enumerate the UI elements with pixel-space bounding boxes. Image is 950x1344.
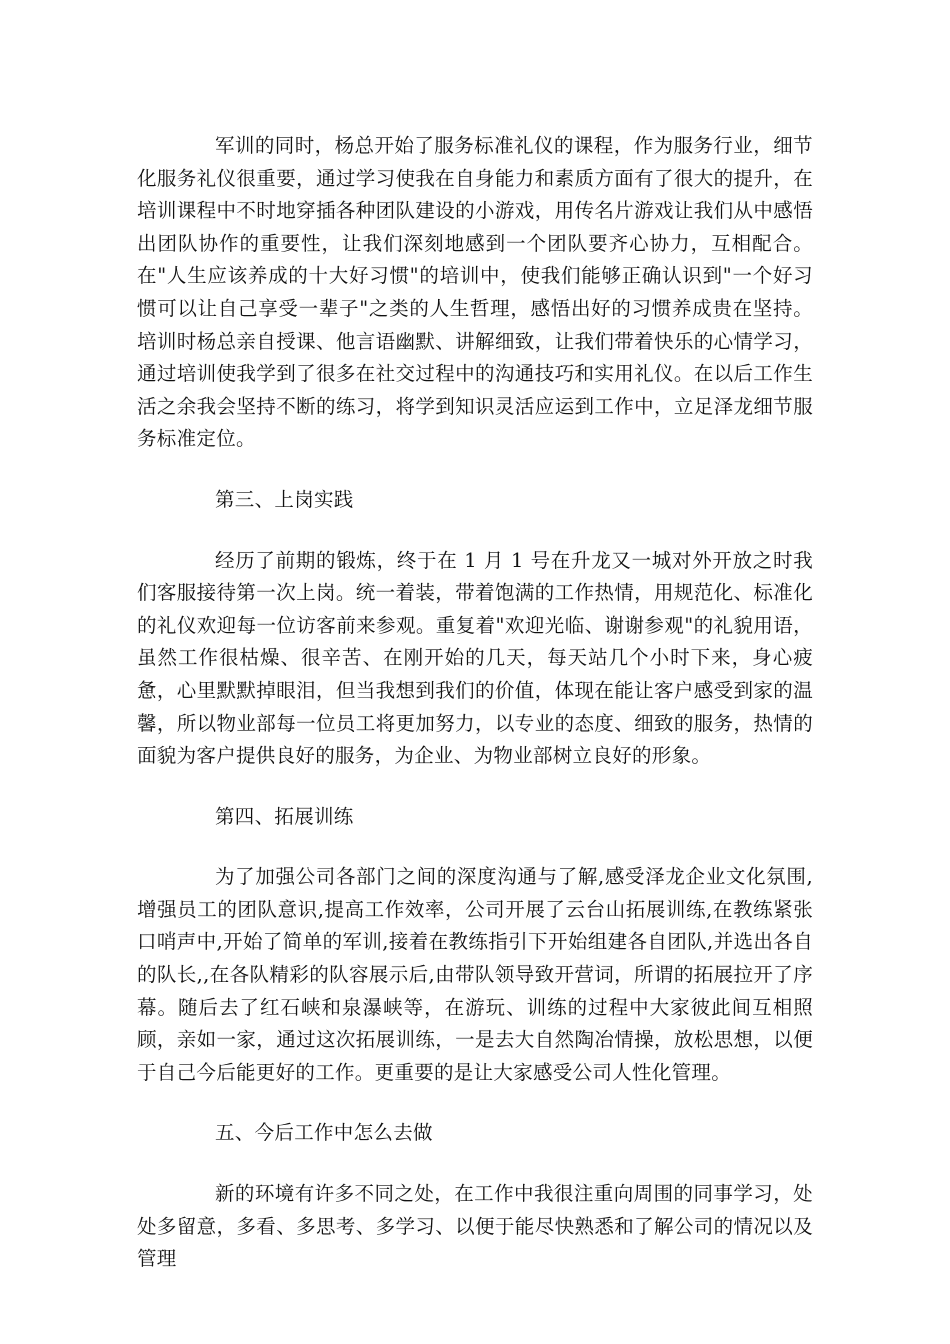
paragraph-future-work: 新的环境有许多不同之处，在工作中我很注重向周围的同事学习，处处多留意，多看、多思考、多学习、以便于能尽快熟悉和了解公司的情况以及管理 bbox=[137, 1182, 813, 1271]
paragraph-on-job-practice: 经历了前期的锻炼，终于在 1 月 1 号在升龙又一城对外开放之时我们客服接待第一次上岗。统一着装，带着饱满的工作热情，用规范化、标准化的礼仪欢迎每一位访客前来参观。重复着"欢迎光临、谢谢参观"的礼貌用语，虽然工作很枯燥、很辛苦、在刚开始的几天，每天站几个小时下来，身心疲惫，心里默默掉眼泪，但当我想到我们的价值，体现在能让客户感受到家的温馨，所以物业部每一位员工将更加努力，以专业的态度、细致的服务，热情的面貌为客户提供良好的服务，为企业、为物业部树立良好的形象。 bbox=[137, 548, 813, 768]
paragraph-service-etiquette-training: 军训的同时，杨总开始了服务标准礼仪的课程，作为服务行业，细节化服务礼仪很重要，通过学习使我在自身能力和素质方面有了很大的提升，在培训课程中不时地穿插各种团队建设的小游戏，用传名片游戏让我们从中感悟出团队协作的重要性，让我们深刻地感到一个团队要齐心协力，互相配合。在"人生应该养成的十大好习惯"的培训中，使我们能够正确认识到"一个好习惯可以让自己享受一辈子"之类的人生哲理，感悟出好的习惯养成贵在坚持。培训时杨总亲自授课、他言语幽默、讲解细致，让我们带着快乐的心情学习，通过培训使我学到了很多在社交过程中的沟通技巧和实用礼仪。在以后工作生活之余我会坚持不断的练习，将学到知识灵活应运到工作中，立足泽龙细节服务标准定位。 bbox=[137, 134, 813, 451]
section-heading-fourth: 第四、拓展训练 bbox=[215, 804, 354, 828]
section-heading-fifth: 五、今后工作中怎么去做 bbox=[215, 1121, 433, 1145]
paragraph-outdoor-training: 为了加强公司各部门之间的深度沟通与了解,感受泽龙企业文化氛围,增强员工的团队意识,提高工作效率，公司开展了云台山拓展训练,在教练紧张口哨声中,开始了简单的军训,接着在教练指引下开始组建各自团队,并选出各自的队长,,在各队精彩的队容展示后,由带队领导致开营词，所谓的拓展拉开了序幕。随后去了红石峡和泉瀑峡等，在游玩、训练的过程中大家彼此间互相照顾，亲如一家，通过这次拓展训练，一是去大自然陶冶情操，放松思想，以便于自己今后能更好的工作。更重要的是让大家感受公司人性化管理。 bbox=[137, 865, 813, 1084]
document-body bbox=[137, 130, 813, 1304]
section-heading-third: 第三、上岗实践 bbox=[215, 487, 354, 511]
